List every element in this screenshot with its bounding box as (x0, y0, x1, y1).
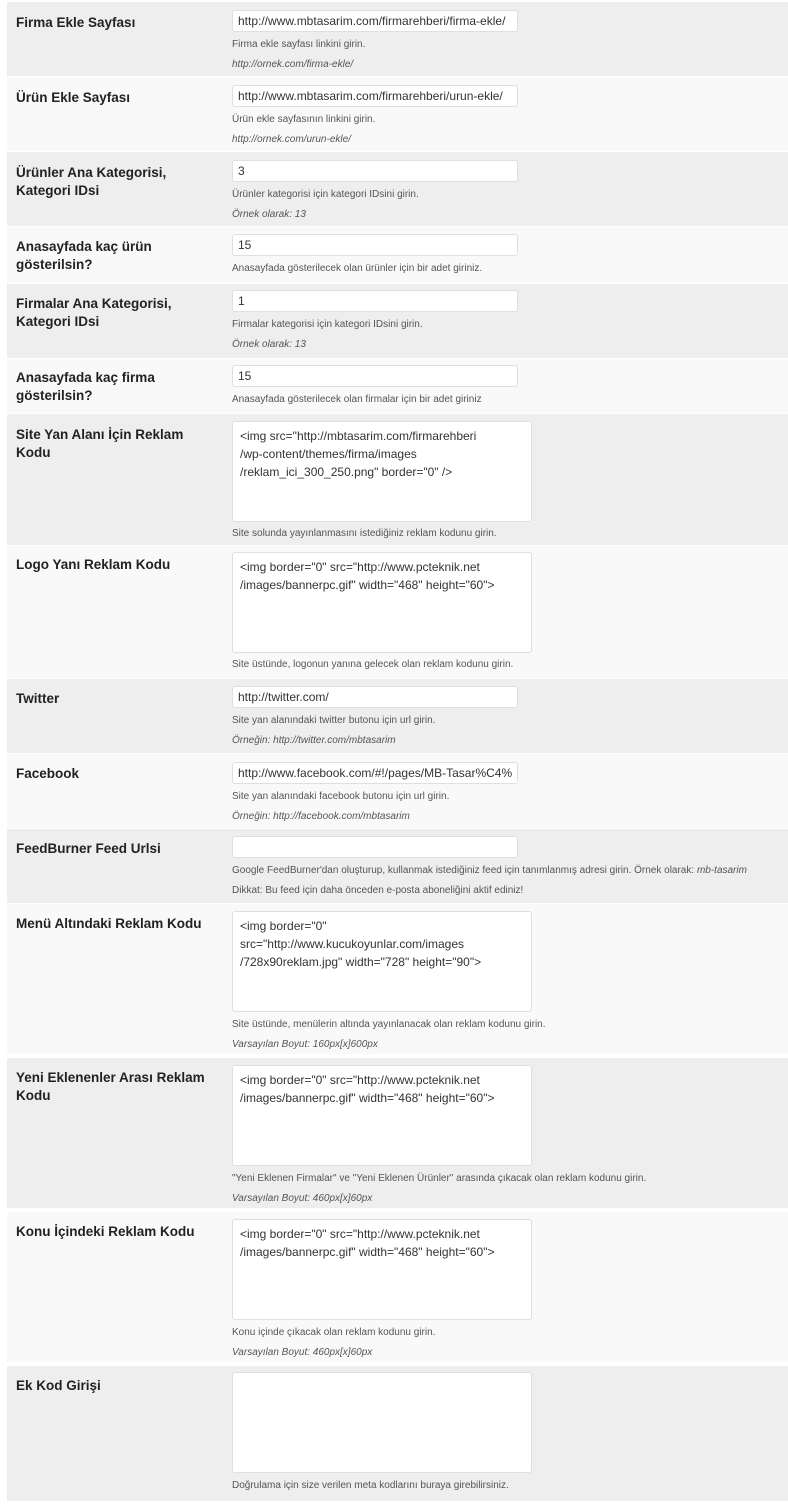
urunler-kategori-id-input[interactable] (232, 160, 518, 182)
setting-description: Site üstünde, menülerin altında yayınlanacak olan reklam kodunu girin. (232, 1019, 546, 1030)
setting-description: Site solunda yayınlanmasını istediğiniz reklam kodunu girin. (232, 528, 497, 539)
setting-row-ek-kod (7, 1366, 788, 1501)
setting-example: http://ornek.com/firma-ekle/ (232, 59, 354, 70)
setting-row-menu-alti-reklam (7, 904, 788, 1054)
setting-label: Twitter (16, 691, 60, 706)
setting-description: Ürün ekle sayfasının linkini girin. (232, 114, 376, 125)
yeni-eklenenler-reklam-textarea[interactable] (232, 1065, 532, 1166)
setting-example: Varsayılan Boyut: 160px[x]600px (232, 1039, 378, 1050)
setting-example: Örnek olarak: 13 (232, 209, 306, 220)
setting-label: Site Yan Alanı İçin Reklam Kodu (16, 427, 184, 460)
logo-yani-reklam-textarea[interactable] (232, 552, 532, 653)
feedburner-description-text: Google FeedBurner'dan oluşturup, kullanmak istediğiniz feed için tanımlanmış adresi girin. Örnek olarak: (232, 865, 695, 876)
setting-label: Anasayfada kaç ürün gösterilsin? (16, 239, 152, 272)
konu-ici-reklam-textarea[interactable] (232, 1219, 532, 1320)
setting-description: Firmalar kategorisi için kategori IDsini girin. (232, 319, 423, 330)
feedburner-example-value: mb-tasarim (696, 865, 747, 876)
setting-label: FeedBurner Feed Urlsi (16, 841, 161, 856)
ek-kod-textarea[interactable] (232, 1372, 532, 1473)
setting-example: Örneğin: http://twitter.com/mbtasarim (232, 735, 396, 746)
setting-label: Ek Kod Girişi (16, 1378, 101, 1393)
setting-label: Menü Altındaki Reklam Kodu (16, 916, 202, 931)
setting-example: Örneğin: http://facebook.com/mbtasarim (232, 811, 410, 822)
setting-row-anasayfa-firma-sayisi (7, 359, 788, 413)
setting-description: Doğrulama için size verilen meta kodlarını buraya girebilirsiniz. (232, 1480, 509, 1491)
firmalar-kategori-id-input[interactable] (232, 290, 518, 312)
setting-description: Site yan alanındaki twitter butonu için url girin. (232, 715, 436, 726)
setting-description (232, 864, 747, 877)
setting-label: Ürünler Ana Kategorisi, Kategori IDsi (16, 165, 167, 198)
setting-description: Site yan alanındaki facebook butonu için url girin. (232, 791, 450, 802)
setting-example: Varsayılan Boyut: 460px[x]60px (232, 1347, 373, 1358)
setting-description: Anasayfada gösterilecek olan ürünler için bir adet giriniz. (232, 263, 483, 274)
setting-label: Facebook (16, 766, 80, 781)
setting-label: Anasayfada kaç firma gösterilsin? (16, 370, 155, 403)
anasayfa-urun-sayisi-input[interactable] (232, 234, 518, 256)
menu-alti-reklam-textarea[interactable] (232, 911, 532, 1012)
twitter-url-input[interactable] (232, 686, 518, 708)
setting-description: Anasayfada gösterilecek olan firmalar için bir adet giriniz (232, 394, 482, 405)
setting-description: Firma ekle sayfası linkini girin. (232, 39, 366, 50)
setting-description: Site üstünde, logonun yanına gelecek olan reklam kodunu girin. (232, 659, 514, 670)
setting-example: Varsayılan Boyut: 460px[x]60px (232, 1193, 373, 1204)
setting-label: Yeni Eklenenler Arası Reklam Kodu (16, 1070, 205, 1103)
setting-row-firmalar-kategori (7, 284, 788, 358)
setting-label: Ürün Ekle Sayfası (16, 90, 131, 105)
setting-row-twitter (7, 679, 788, 753)
setting-description: Ürünler kategorisi için kategori IDsini girin. (232, 189, 419, 200)
setting-label: Firma Ekle Sayfası (16, 15, 136, 30)
firma-ekle-input[interactable] (232, 10, 518, 32)
setting-row-feedburner (7, 829, 788, 903)
setting-description: "Yeni Eklenen Firmalar" ve "Yeni Eklenen Ürünler" arasında çıkacak olan reklam kodunu girin. (232, 1173, 647, 1184)
setting-row-urunler-kategori (7, 152, 788, 226)
setting-row-facebook (7, 754, 788, 828)
setting-example: Örnek olarak: 13 (232, 339, 306, 350)
feedburner-url-input[interactable] (232, 836, 518, 858)
yan-alan-reklam-textarea[interactable] (232, 421, 532, 522)
setting-row-yeni-eklenenler-reklam (7, 1058, 788, 1208)
setting-label: Firmalar Ana Kategorisi, Kategori IDsi (16, 296, 172, 329)
setting-label: Konu İçindeki Reklam Kodu (16, 1224, 195, 1239)
facebook-url-input[interactable] (232, 762, 518, 784)
setting-label: Logo Yanı Reklam Kodu (16, 557, 171, 572)
setting-row-logo-yani-reklam (7, 546, 788, 678)
setting-row-yan-alan-reklam (7, 414, 788, 545)
setting-example: http://ornek.com/urun-ekle/ (232, 134, 351, 145)
setting-row-urun-ekle (7, 77, 788, 151)
setting-row-konu-ici-reklam (7, 1212, 788, 1362)
setting-note: Dikkat: Bu feed için daha önceden e-posta aboneliğini aktif ediniz! (232, 885, 524, 896)
urun-ekle-input[interactable] (232, 85, 518, 107)
setting-row-anasayfa-urun-sayisi (7, 227, 788, 283)
setting-row-firma-ekle (7, 2, 788, 76)
setting-description: Konu içinde çıkacak olan reklam kodunu girin. (232, 1327, 436, 1338)
anasayfa-firma-sayisi-input[interactable] (232, 365, 518, 387)
